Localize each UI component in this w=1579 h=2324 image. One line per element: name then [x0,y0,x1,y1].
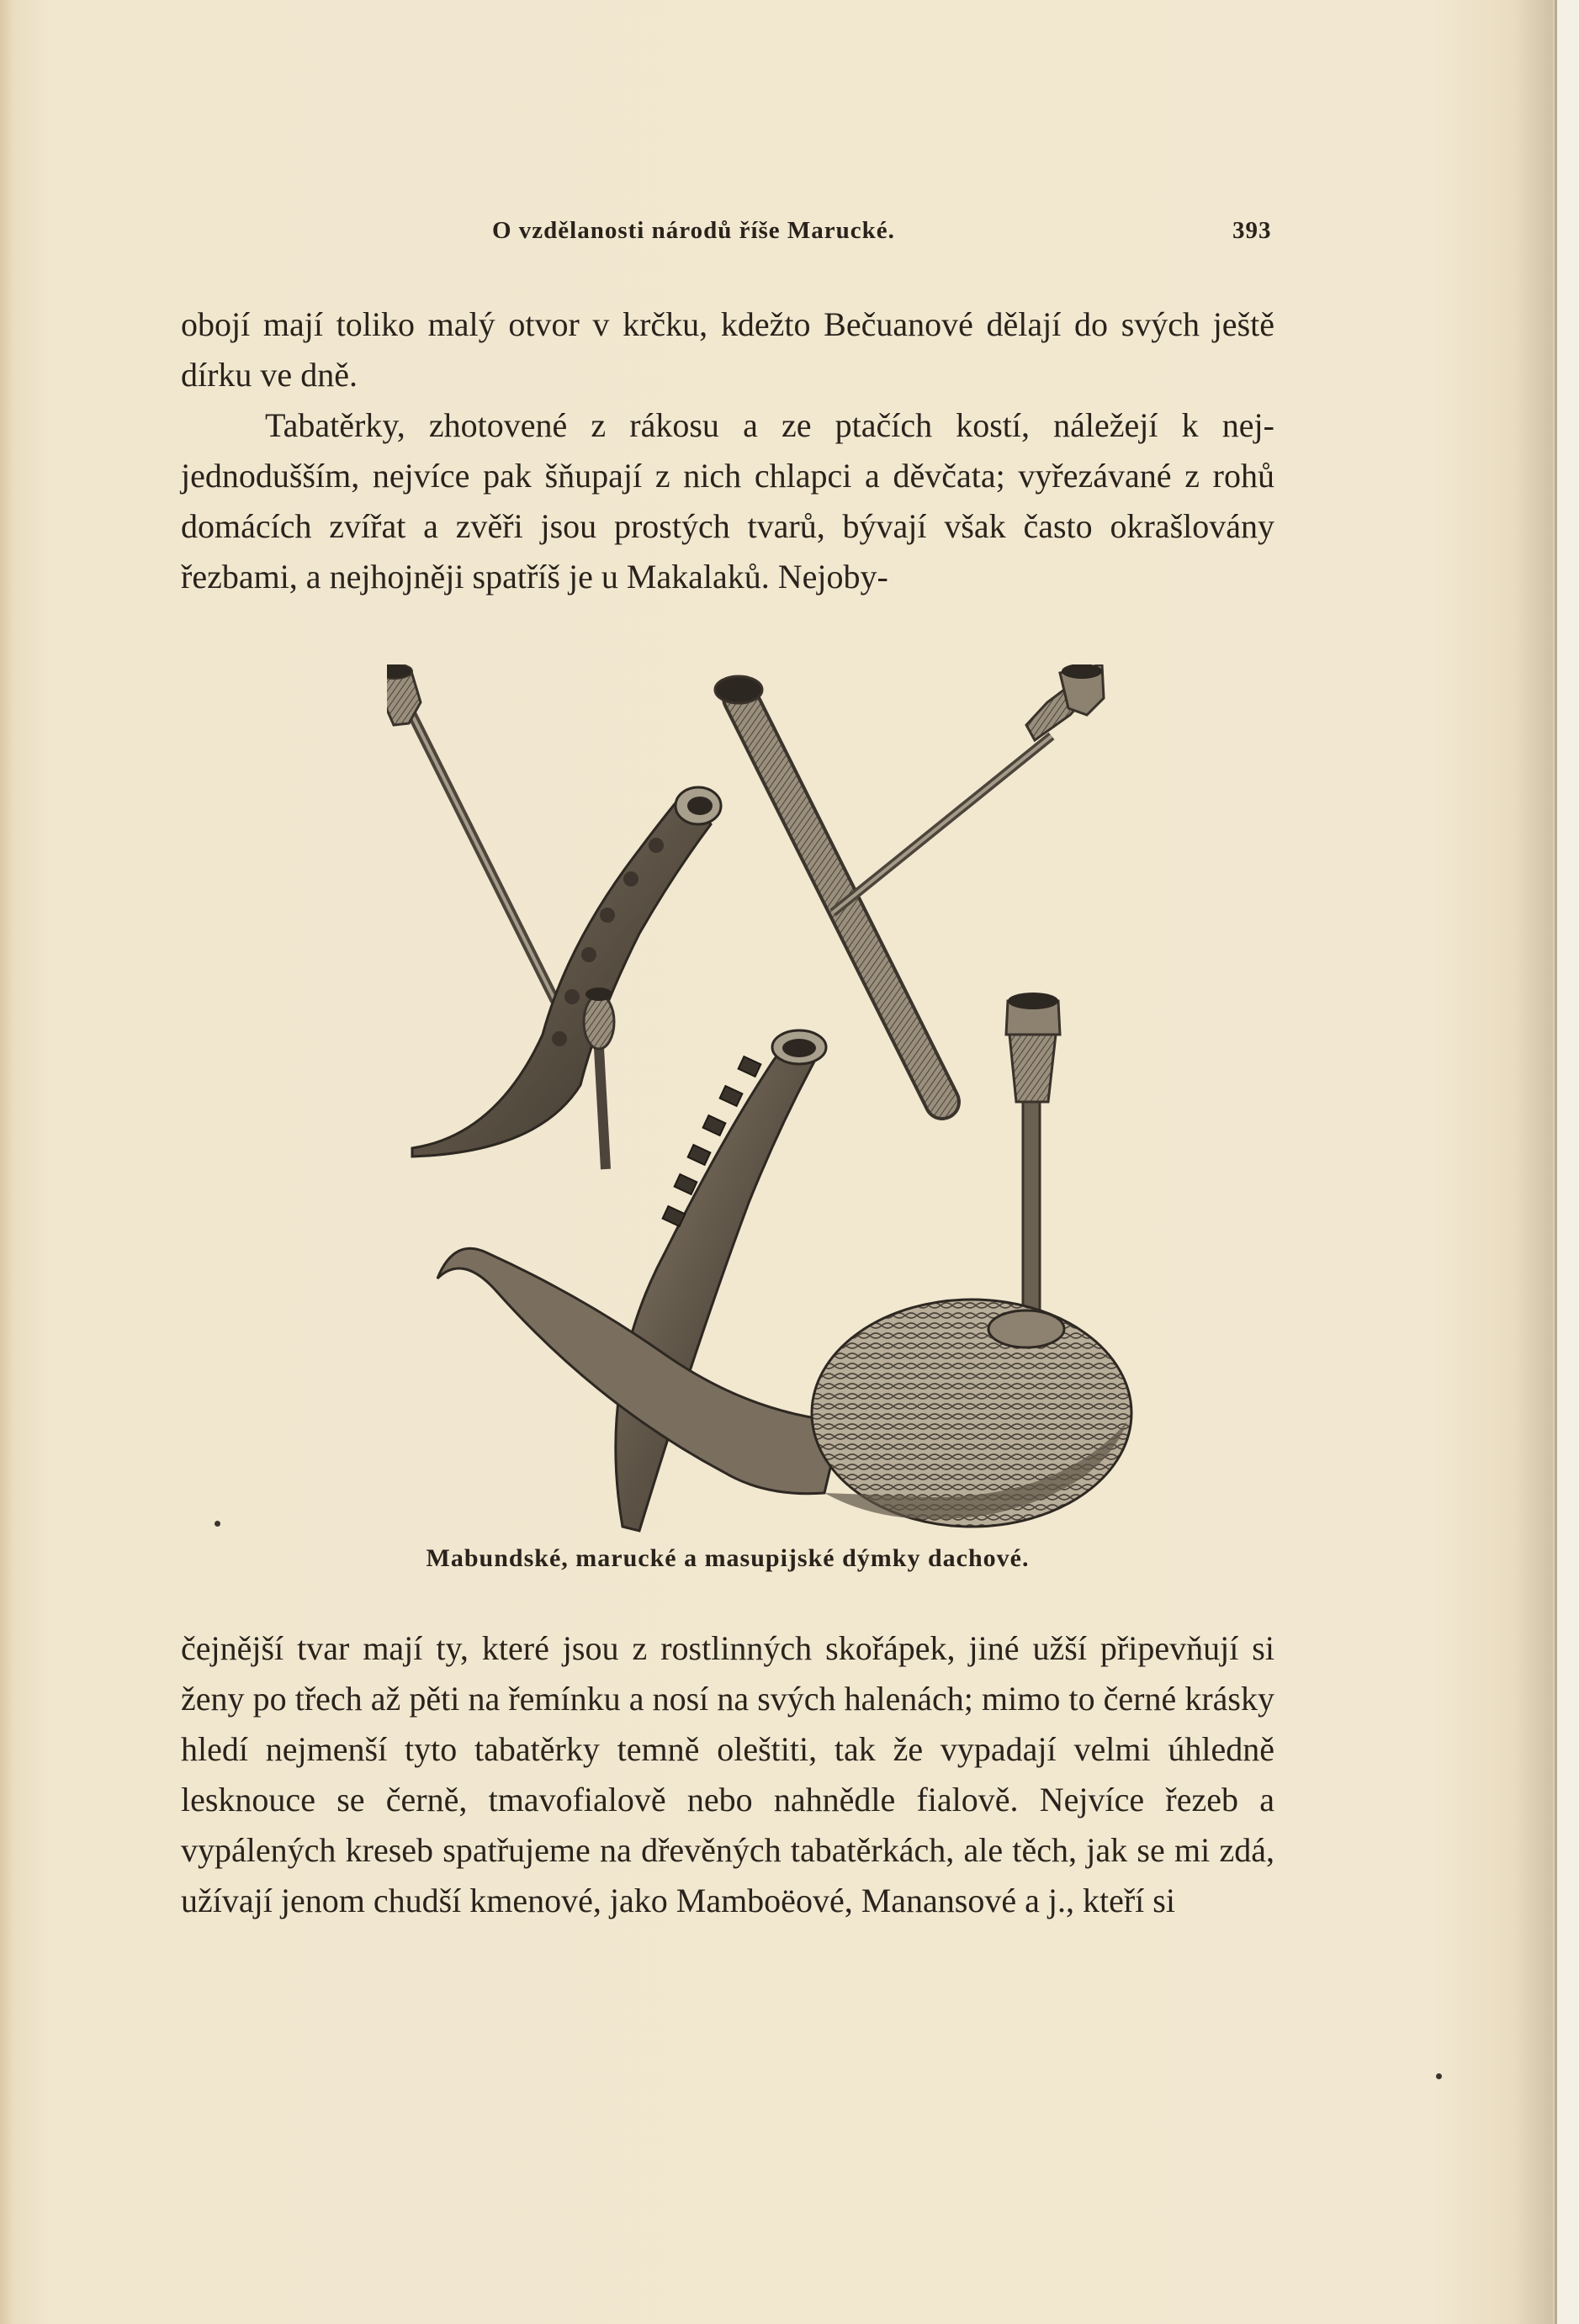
text-block-bottom [181,1623,1274,1926]
paragraph-tabaterky: Tabatěrky, zhotovené z rákosu a ze ptačích kostí, náležejí k nejjednodušším, nejvíce pak šňupají z nich chlapci a děvčata; vyřezávané z rohů domácích zvířat a zvěři jsou prostých tvarů, bývají však často okrašlovány řezbami, a nejhojněji spatříš je u Makalaků. Nejoby- [181,406,1274,596]
page-header [181,217,1274,251]
page-number: 393 [1232,217,1272,244]
pipes-illustration [387,664,1270,1535]
print-speck [215,1521,220,1527]
paragraph-continued: čejnější tvar mají ty, které jsou z rostlinných skořápek, jiné užší připevňují si ženy po třech až pěti na řemínku a nosí na svých halenách; mimo to černé krásky hledí nejmenší tyto tabatěrky temně oleštiti, tak že vypadají velmi úhledně lesknouce se černě, tmavofialově nebo nahnědle fialově. Nejvíce řezeb a vypálených kreseb spatřujeme na dřevěných tabatěrkách, ale těch, jak se mi zdá, užívají jenom chudší kmenové, jako Mamboëové, Manansové a j., kteří si [181,1629,1274,1919]
figure-caption: Mabundské, marucké a masupijské dýmky dachové. [426,1544,1030,1572]
print-speck [1436,2073,1442,2079]
pipe-horn-upper-left [387,664,721,1157]
paragraph-continuation: obojí mají toliko malý otvor v krčku, kdežto Bečuanové dělají do svých ještě dírku ve dně. [181,305,1274,394]
page-edge [1555,0,1579,2324]
running-head: O vzdělanosti národů říše Marucké. [492,217,895,244]
text-block-top [181,299,1274,602]
page-gutter [0,0,13,2324]
